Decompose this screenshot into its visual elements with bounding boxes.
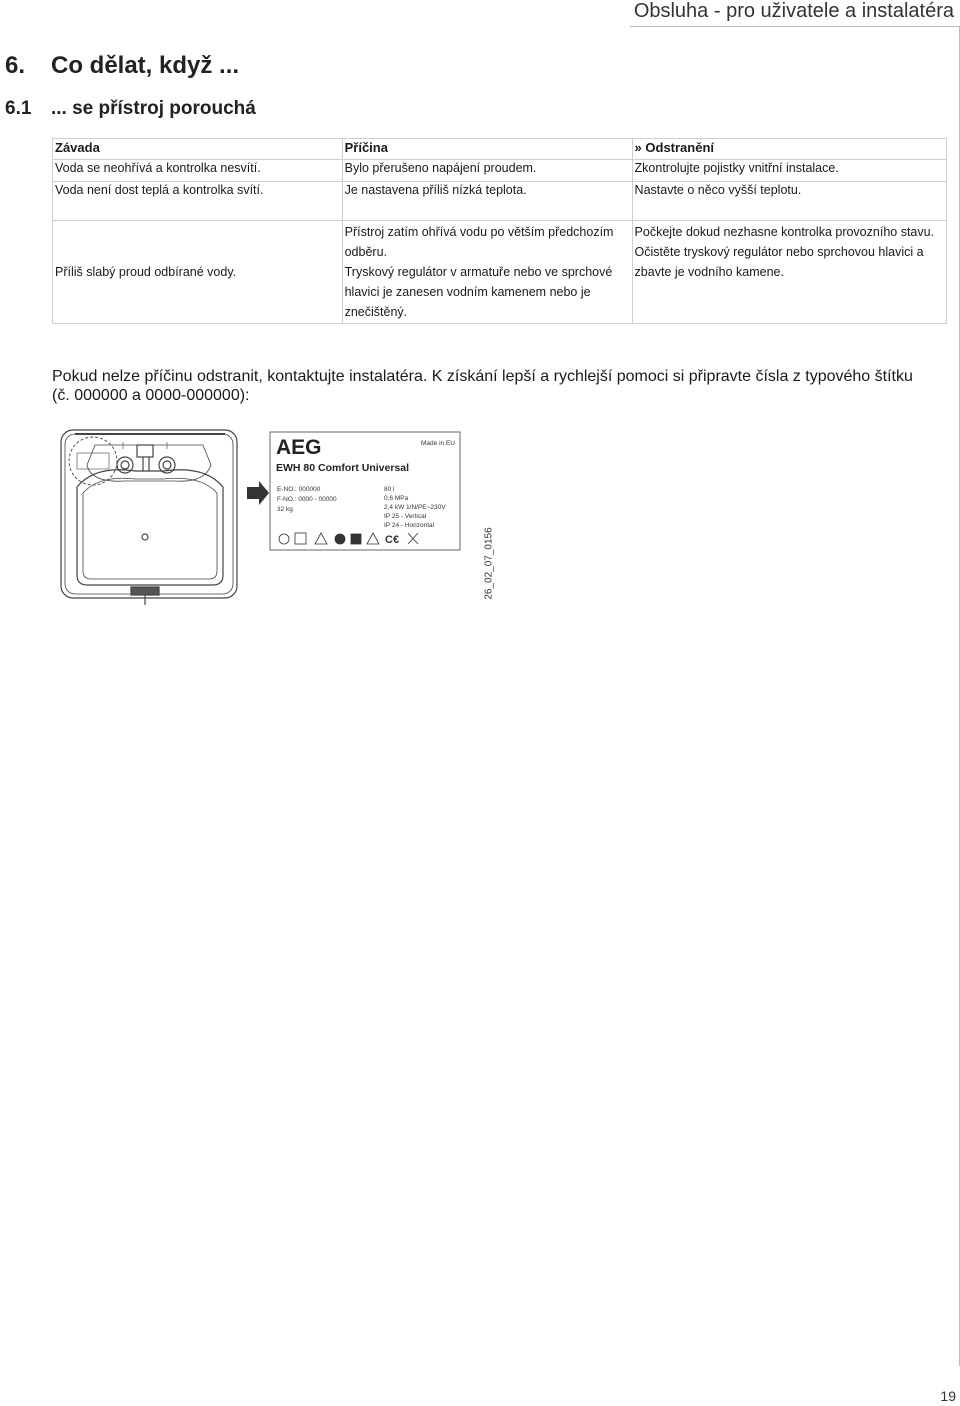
cause-cell xyxy=(342,221,632,324)
contact-paragraph: Pokud nelze příčinu odstranit, kontaktujte instalatéra. K získání lepší a rychlejší pomoci si připravte čísla z typového štítku (č. 000000 a 0000-000000): xyxy=(52,368,913,404)
header-fix: » Odstranění xyxy=(632,139,946,160)
section-number: 6. xyxy=(5,52,26,79)
fault-cell: Voda se neohřívá a kontrolka nesvítí. xyxy=(53,160,343,182)
nameplate-ip-vertical: IP 25 - Vertical xyxy=(384,513,427,520)
svg-text:C€: C€ xyxy=(385,534,400,546)
header-cause: Příčina xyxy=(342,139,632,160)
header-fault: Závada xyxy=(53,139,343,160)
nameplate-made-in: Made in EU xyxy=(421,440,455,447)
fix-cell: Zkontrolujte pojistky vnitřní instalace. xyxy=(632,160,946,182)
nameplate-model: EWH 80 Comfort Universal xyxy=(276,462,410,474)
fault-cell: Voda není dost teplá a kontrolka svítí. xyxy=(53,182,343,221)
cause-cell: Bylo přerušeno napájení proudem. xyxy=(342,160,632,182)
fix-cell: Nastavte o něco vyšší teplotu. xyxy=(632,182,946,221)
subsection-heading xyxy=(5,98,256,120)
table-header-row xyxy=(53,139,947,160)
fix-text-1: Počkejte dokud nezhasne kontrolka provozního stavu. xyxy=(634,225,935,239)
nameplate-volume: 80 l xyxy=(384,486,395,493)
subsection-title: ... se přístroj porouchá xyxy=(51,98,256,119)
nameplate-f-no: F-NO.: 0000 - 00000 xyxy=(277,496,337,503)
subsection-number: 6.1 xyxy=(5,98,32,119)
fault-cell: Příliš slabý proud odbírané vody. xyxy=(53,221,343,324)
table-row xyxy=(53,160,947,182)
section-title: Co dělat, když ... xyxy=(51,52,240,79)
page-number: 19 xyxy=(940,1388,956,1404)
fix-text-2: Očistěte tryskový regulátor nebo sprchovou hlavici a zbavte je vodního kamene. xyxy=(634,245,924,279)
table-row xyxy=(53,221,947,324)
appliance-figure xyxy=(55,425,500,610)
cause-text-2: Tryskový regulátor v armatuře nebo ve sprchové hlavici je zanesen vodním kamenem nebo je znečištěný. xyxy=(344,265,613,319)
nameplate-e-no: E-NO.: 000000 xyxy=(277,486,321,493)
nameplate-brand: AEG xyxy=(276,436,322,459)
fix-cell xyxy=(632,221,946,324)
nameplate xyxy=(270,432,460,550)
figure-code-label xyxy=(478,527,498,605)
cause-cell: Je nastavena příliš nízká teplota. xyxy=(342,182,632,221)
section-heading xyxy=(5,52,239,80)
header-horizontal-rule xyxy=(630,26,960,27)
figure-code-text: 26_02_07_0156 xyxy=(483,527,495,600)
nameplate-power: 2,4 kW 1/N/PE~230V xyxy=(384,504,446,511)
nameplate-weight: 32 kg xyxy=(277,506,293,513)
troubleshooting-table xyxy=(52,138,947,324)
running-header: Obsluha - pro uživatele a instalatéra xyxy=(633,0,954,22)
arrow-right-icon xyxy=(247,481,269,505)
table-row xyxy=(53,182,947,221)
nameplate-ip-horizontal: IP 24 - Horizontal xyxy=(384,522,435,529)
appliance-drawing xyxy=(61,430,237,605)
nameplate-pressure: 0,6 MPa xyxy=(384,495,409,502)
cause-text-1: Přístroj zatím ohřívá vodu po větším předchozím odběru. xyxy=(344,225,614,259)
